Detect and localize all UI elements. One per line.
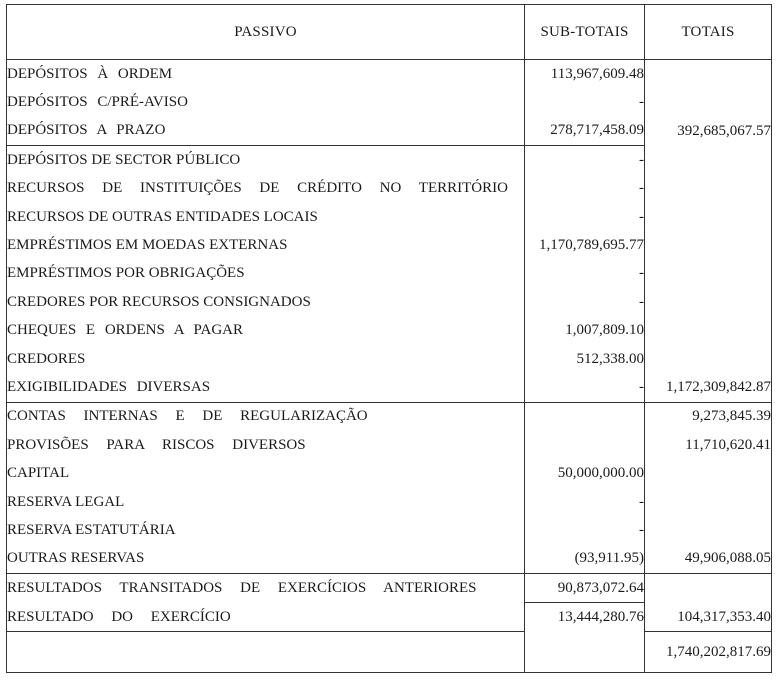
- table-row: [7, 345, 772, 373]
- table-row: [7, 603, 772, 632]
- row-subtotal: 50,000,000.00: [525, 459, 645, 487]
- row-total: [645, 459, 772, 487]
- row-total: [645, 175, 772, 203]
- row-subtotal: 90,873,072.64: [525, 574, 645, 603]
- row-subtotal: -: [525, 260, 645, 288]
- row-subtotal: 113,967,609.48: [525, 60, 645, 89]
- row-label: EMPRÉSTIMOS EM MOEDAS EXTERNAS: [7, 231, 525, 259]
- table-row: [7, 231, 772, 259]
- table-row: [7, 402, 772, 431]
- row-total: 1,172,309,842.87: [645, 373, 772, 402]
- row-total: [645, 488, 772, 516]
- row-label: OUTRAS RESERVAS: [7, 545, 525, 574]
- row-total: [645, 317, 772, 345]
- grand-total-label-cell: [7, 632, 525, 673]
- row-subtotal: -: [525, 488, 645, 516]
- row-label: DEPÓSITOS DE SECTOR PÚBLICO: [7, 146, 525, 175]
- row-subtotal: [525, 402, 645, 431]
- row-subtotal: (93,911.95): [525, 545, 645, 574]
- row-subtotal: -: [525, 203, 645, 231]
- row-total: 49,906,088.05: [645, 545, 772, 574]
- row-label: DEPÓSITOS À ORDEM: [7, 60, 525, 89]
- row-total: [645, 60, 772, 89]
- table-row: [7, 317, 772, 345]
- row-label: CAPITAL: [7, 459, 525, 487]
- row-subtotal: 512,338.00: [525, 345, 645, 373]
- row-label: RESERVA ESTATUTÁRIA: [7, 516, 525, 544]
- row-label: DEPÓSITOS A PRAZO: [7, 117, 525, 146]
- row-total: [645, 574, 772, 603]
- row-label: RESULTADOS TRANSITADOS DE EXERCÍCIOS ANTERIORES: [7, 574, 525, 603]
- row-total: [645, 260, 772, 288]
- row-label: EMPRÉSTIMOS POR OBRIGAÇÕES: [7, 260, 525, 288]
- row-subtotal: -: [525, 175, 645, 203]
- table-row: [7, 260, 772, 288]
- row-subtotal: -: [525, 146, 645, 175]
- table-row: [7, 574, 772, 603]
- row-total: [645, 516, 772, 544]
- row-total: [645, 288, 772, 316]
- row-label: CHEQUES E ORDENS A PAGAR: [7, 317, 525, 345]
- header-totais: TOTAIS: [645, 5, 772, 60]
- table-row: [7, 373, 772, 402]
- row-label: RESERVA LEGAL: [7, 488, 525, 516]
- row-subtotal: 13,444,280.76: [525, 603, 645, 632]
- row-total: 392,685,067.57: [645, 117, 772, 146]
- row-subtotal: -: [525, 373, 645, 402]
- row-total: [645, 345, 772, 373]
- grand-total-value: 1,740,202,817.69: [645, 632, 772, 673]
- grand-total-subtotal-cell: [525, 632, 645, 673]
- row-total: 104,317,353.40: [645, 603, 772, 632]
- row-label: CONTAS INTERNAS E DE REGULARIZAÇÃO: [7, 402, 525, 431]
- table-row: [7, 459, 772, 487]
- table-row: [7, 88, 772, 116]
- row-subtotal: -: [525, 288, 645, 316]
- row-subtotal: -: [525, 516, 645, 544]
- table-row: [7, 516, 772, 544]
- row-subtotal: 1,170,789,695.77: [525, 231, 645, 259]
- table-row: [7, 146, 772, 175]
- table-row: [7, 117, 772, 146]
- row-label: CREDORES: [7, 345, 525, 373]
- table-row: [7, 488, 772, 516]
- table-row: [7, 175, 772, 203]
- row-total: 11,710,620.41: [645, 431, 772, 459]
- row-label: DEPÓSITOS C/PRÉ-AVISO: [7, 88, 525, 116]
- row-label: PROVISÕES PARA RISCOS DIVERSOS: [7, 431, 525, 459]
- header-sub-totais: SUB-TOTAIS: [525, 5, 645, 60]
- row-label: RESULTADO DO EXERCÍCIO: [7, 603, 525, 632]
- row-label: EXIGIBILIDADES DIVERSAS: [7, 373, 525, 402]
- header-passivo: PASSIVO: [7, 5, 525, 60]
- table-row: [7, 203, 772, 231]
- row-total: [645, 88, 772, 116]
- table-header-row: [7, 5, 772, 60]
- row-label: RECURSOS DE INSTITUIÇÕES DE CRÉDITO NO TERRITÓRIO: [7, 175, 525, 203]
- row-total: [645, 146, 772, 175]
- row-subtotal: [525, 431, 645, 459]
- table-row: [7, 431, 772, 459]
- row-total: 9,273,845.39: [645, 402, 772, 431]
- row-label: RECURSOS DE OUTRAS ENTIDADES LOCAIS: [7, 203, 525, 231]
- table-row: [7, 60, 772, 89]
- liabilities-table: [6, 4, 772, 673]
- grand-total-row: [7, 632, 772, 673]
- row-total: [645, 203, 772, 231]
- row-subtotal: 1,007,809.10: [525, 317, 645, 345]
- row-subtotal: -: [525, 88, 645, 116]
- table-row: [7, 545, 772, 574]
- row-subtotal: 278,717,458.09: [525, 117, 645, 146]
- row-label: CREDORES POR RECURSOS CONSIGNADOS: [7, 288, 525, 316]
- row-total: [645, 231, 772, 259]
- table-row: [7, 288, 772, 316]
